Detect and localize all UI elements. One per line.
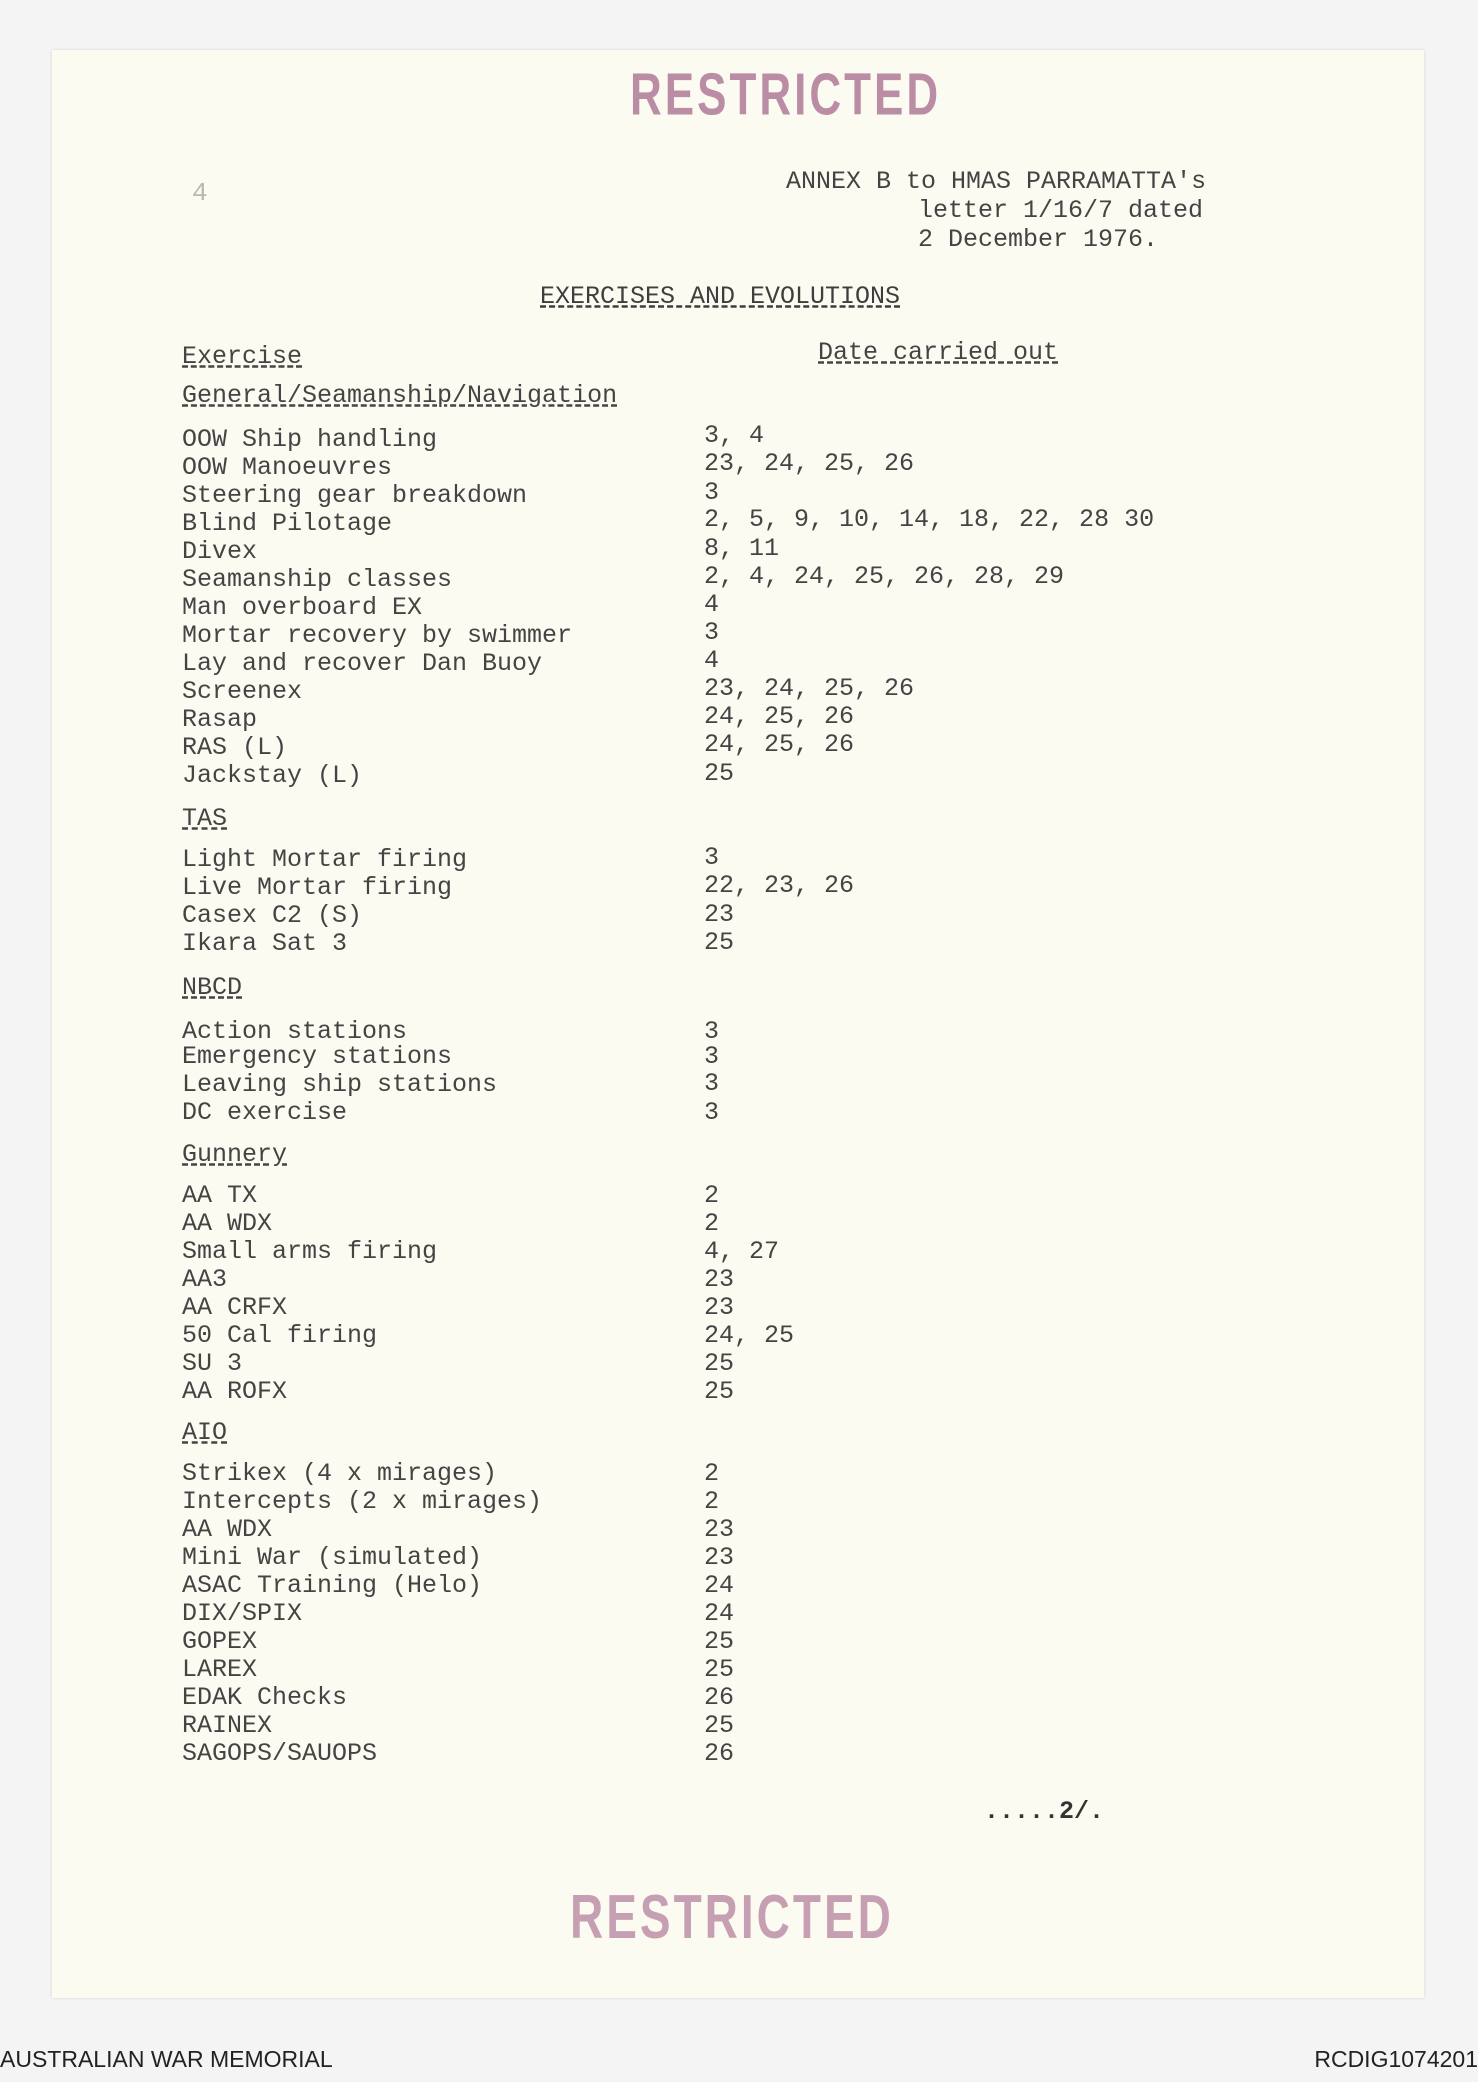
section-heading-general: General/Seamanship/Navigation [182,381,618,410]
exercise-row-dates: 22, 23, 26 [704,871,855,900]
exercise-row-dates: 25 [704,1655,735,1684]
exercise-row-dates: 24 [704,1571,735,1600]
section-heading-tas: TAS [182,804,228,833]
exercise-row-dates: 24, 25 [704,1321,795,1350]
exercise-row-label: Mini War (simulated) [182,1543,483,1572]
exercise-row-label: Light Mortar firing [182,845,468,874]
column-header-exercise: Exercise [182,342,303,371]
exercise-row-label: SU 3 [182,1349,243,1378]
exercise-row-dates: 2 [704,1181,720,1210]
exercise-row-dates: 3 [704,618,720,647]
exercise-row-dates: 25 [704,928,735,957]
exercise-row-dates: 3 [704,1098,720,1127]
exercise-row-dates: 23 [704,1265,735,1294]
column-header-date: Date carried out [818,338,1059,367]
exercise-row-label: ASAC Training (Helo) [182,1571,483,1600]
exercise-row-dates: 26 [704,1739,735,1768]
exercise-row-dates: 3, 4 [704,421,765,450]
exercise-row-label: Ikara Sat 3 [182,929,348,958]
exercise-row-dates: 23 [704,1515,735,1544]
continuation-marker: .....2/. [984,1797,1105,1826]
footer-source: AUSTRALIAN WAR MEMORIAL [0,2046,333,2072]
exercise-row-dates: 4, 27 [704,1237,780,1266]
exercise-row-label: LAREX [182,1655,258,1684]
exercise-row-label: Casex C2 (S) [182,901,363,930]
exercise-row-label: OOW Ship handling [182,425,438,454]
exercise-row-dates: 2, 4, 24, 25, 26, 28, 29 [704,562,1065,591]
exercise-row-dates: 23 [704,1293,735,1322]
exercise-row-dates: 8, 11 [704,534,780,563]
document-title: EXERCISES AND EVOLUTIONS [540,282,901,311]
restricted-stamp-top: RESTRICTED [630,62,942,129]
annex-line-1: ANNEX B to HMAS PARRAMATTA's [786,167,1207,196]
section-heading-nbcd: NBCD [182,973,243,1002]
exercise-row-label: RAINEX [182,1711,273,1740]
exercise-row-dates: 4 [704,646,720,675]
exercise-row-label: Intercepts (2 x mirages) [182,1487,543,1516]
exercise-row-label: EDAK Checks [182,1683,348,1712]
exercise-row-dates: 2 [704,1209,720,1238]
exercise-row-label: Man overboard EX [182,593,423,622]
exercise-row-label: AA3 [182,1265,228,1294]
exercise-row-label: AA CRFX [182,1293,288,1322]
exercise-row-label: OOW Manoeuvres [182,453,393,482]
exercise-row-dates: 3 [704,1069,720,1098]
exercise-row-dates: 4 [704,590,720,619]
exercise-row-label: Mortar recovery by swimmer [182,621,573,650]
exercise-row-dates: 25 [704,1377,735,1406]
exercise-row-dates: 23 [704,1543,735,1572]
exercise-row-label: Steering gear breakdown [182,481,528,510]
exercise-row-label: AA WDX [182,1515,273,1544]
exercise-row-dates: 23, 24, 25, 26 [704,674,915,703]
exercise-row-dates: 25 [704,759,735,788]
exercise-row-label: DC exercise [182,1098,348,1127]
annex-line-3: 2 December 1976. [918,225,1159,254]
exercise-row-label: RAS (L) [182,733,288,762]
annex-line-2: letter 1/16/7 dated [918,196,1204,225]
restricted-stamp-bottom: RESTRICTED [570,1881,894,1952]
exercise-row-label: Small arms firing [182,1237,438,1266]
exercise-row-label: DIX/SPIX [182,1599,303,1628]
exercise-row-dates: 25 [704,1711,735,1740]
exercise-row-label: Jackstay (L) [182,761,363,790]
section-heading-aio: AIO [182,1418,228,1447]
exercise-row-label: Live Mortar firing [182,873,453,902]
exercise-row-dates: 25 [704,1349,735,1378]
exercise-row-label: AA TX [182,1181,258,1210]
exercise-row-dates: 3 [704,1042,720,1071]
exercise-row-dates: 2 [704,1459,720,1488]
exercise-row-label: Lay and recover Dan Buoy [182,649,543,678]
exercise-row-dates: 2, 5, 9, 10, 14, 18, 22, 28 30 [704,505,1155,534]
exercise-row-label: AA ROFX [182,1377,288,1406]
exercise-row-label: Blind Pilotage [182,509,393,538]
exercise-row-dates: 24, 25, 26 [704,702,855,731]
exercise-row-dates: 3 [704,1017,720,1046]
exercise-row-label: Leaving ship stations [182,1070,498,1099]
exercise-row-dates: 26 [704,1683,735,1712]
exercise-row-dates: 3 [704,843,720,872]
exercise-row-label: AA WDX [182,1209,273,1238]
exercise-row-dates: 24 [704,1599,735,1628]
exercise-row-dates: 3 [704,478,720,507]
exercise-row-dates: 23, 24, 25, 26 [704,449,915,478]
exercise-row-label: SAGOPS/SAUOPS [182,1739,378,1768]
exercise-row-dates: 23 [704,900,735,929]
exercise-row-dates: 2 [704,1487,720,1516]
exercise-row-label: Emergency stations [182,1042,453,1071]
corner-mark: 4 [192,178,208,208]
exercise-row-label: 50 Cal firing [182,1321,378,1350]
exercise-row-dates: 24, 25, 26 [704,730,855,759]
section-heading-gunnery: Gunnery [182,1140,288,1169]
exercise-row-label: Action stations [182,1017,408,1046]
exercise-row-label: Divex [182,537,258,566]
exercise-row-label: Seamanship classes [182,565,453,594]
exercise-row-label: Strikex (4 x mirages) [182,1459,498,1488]
exercise-row-dates: 25 [704,1627,735,1656]
exercise-row-label: GOPEX [182,1627,258,1656]
exercise-row-label: Rasap [182,705,258,734]
footer-reference: RCDIG1074201 [1314,2046,1478,2072]
exercise-row-label: Screenex [182,677,303,706]
